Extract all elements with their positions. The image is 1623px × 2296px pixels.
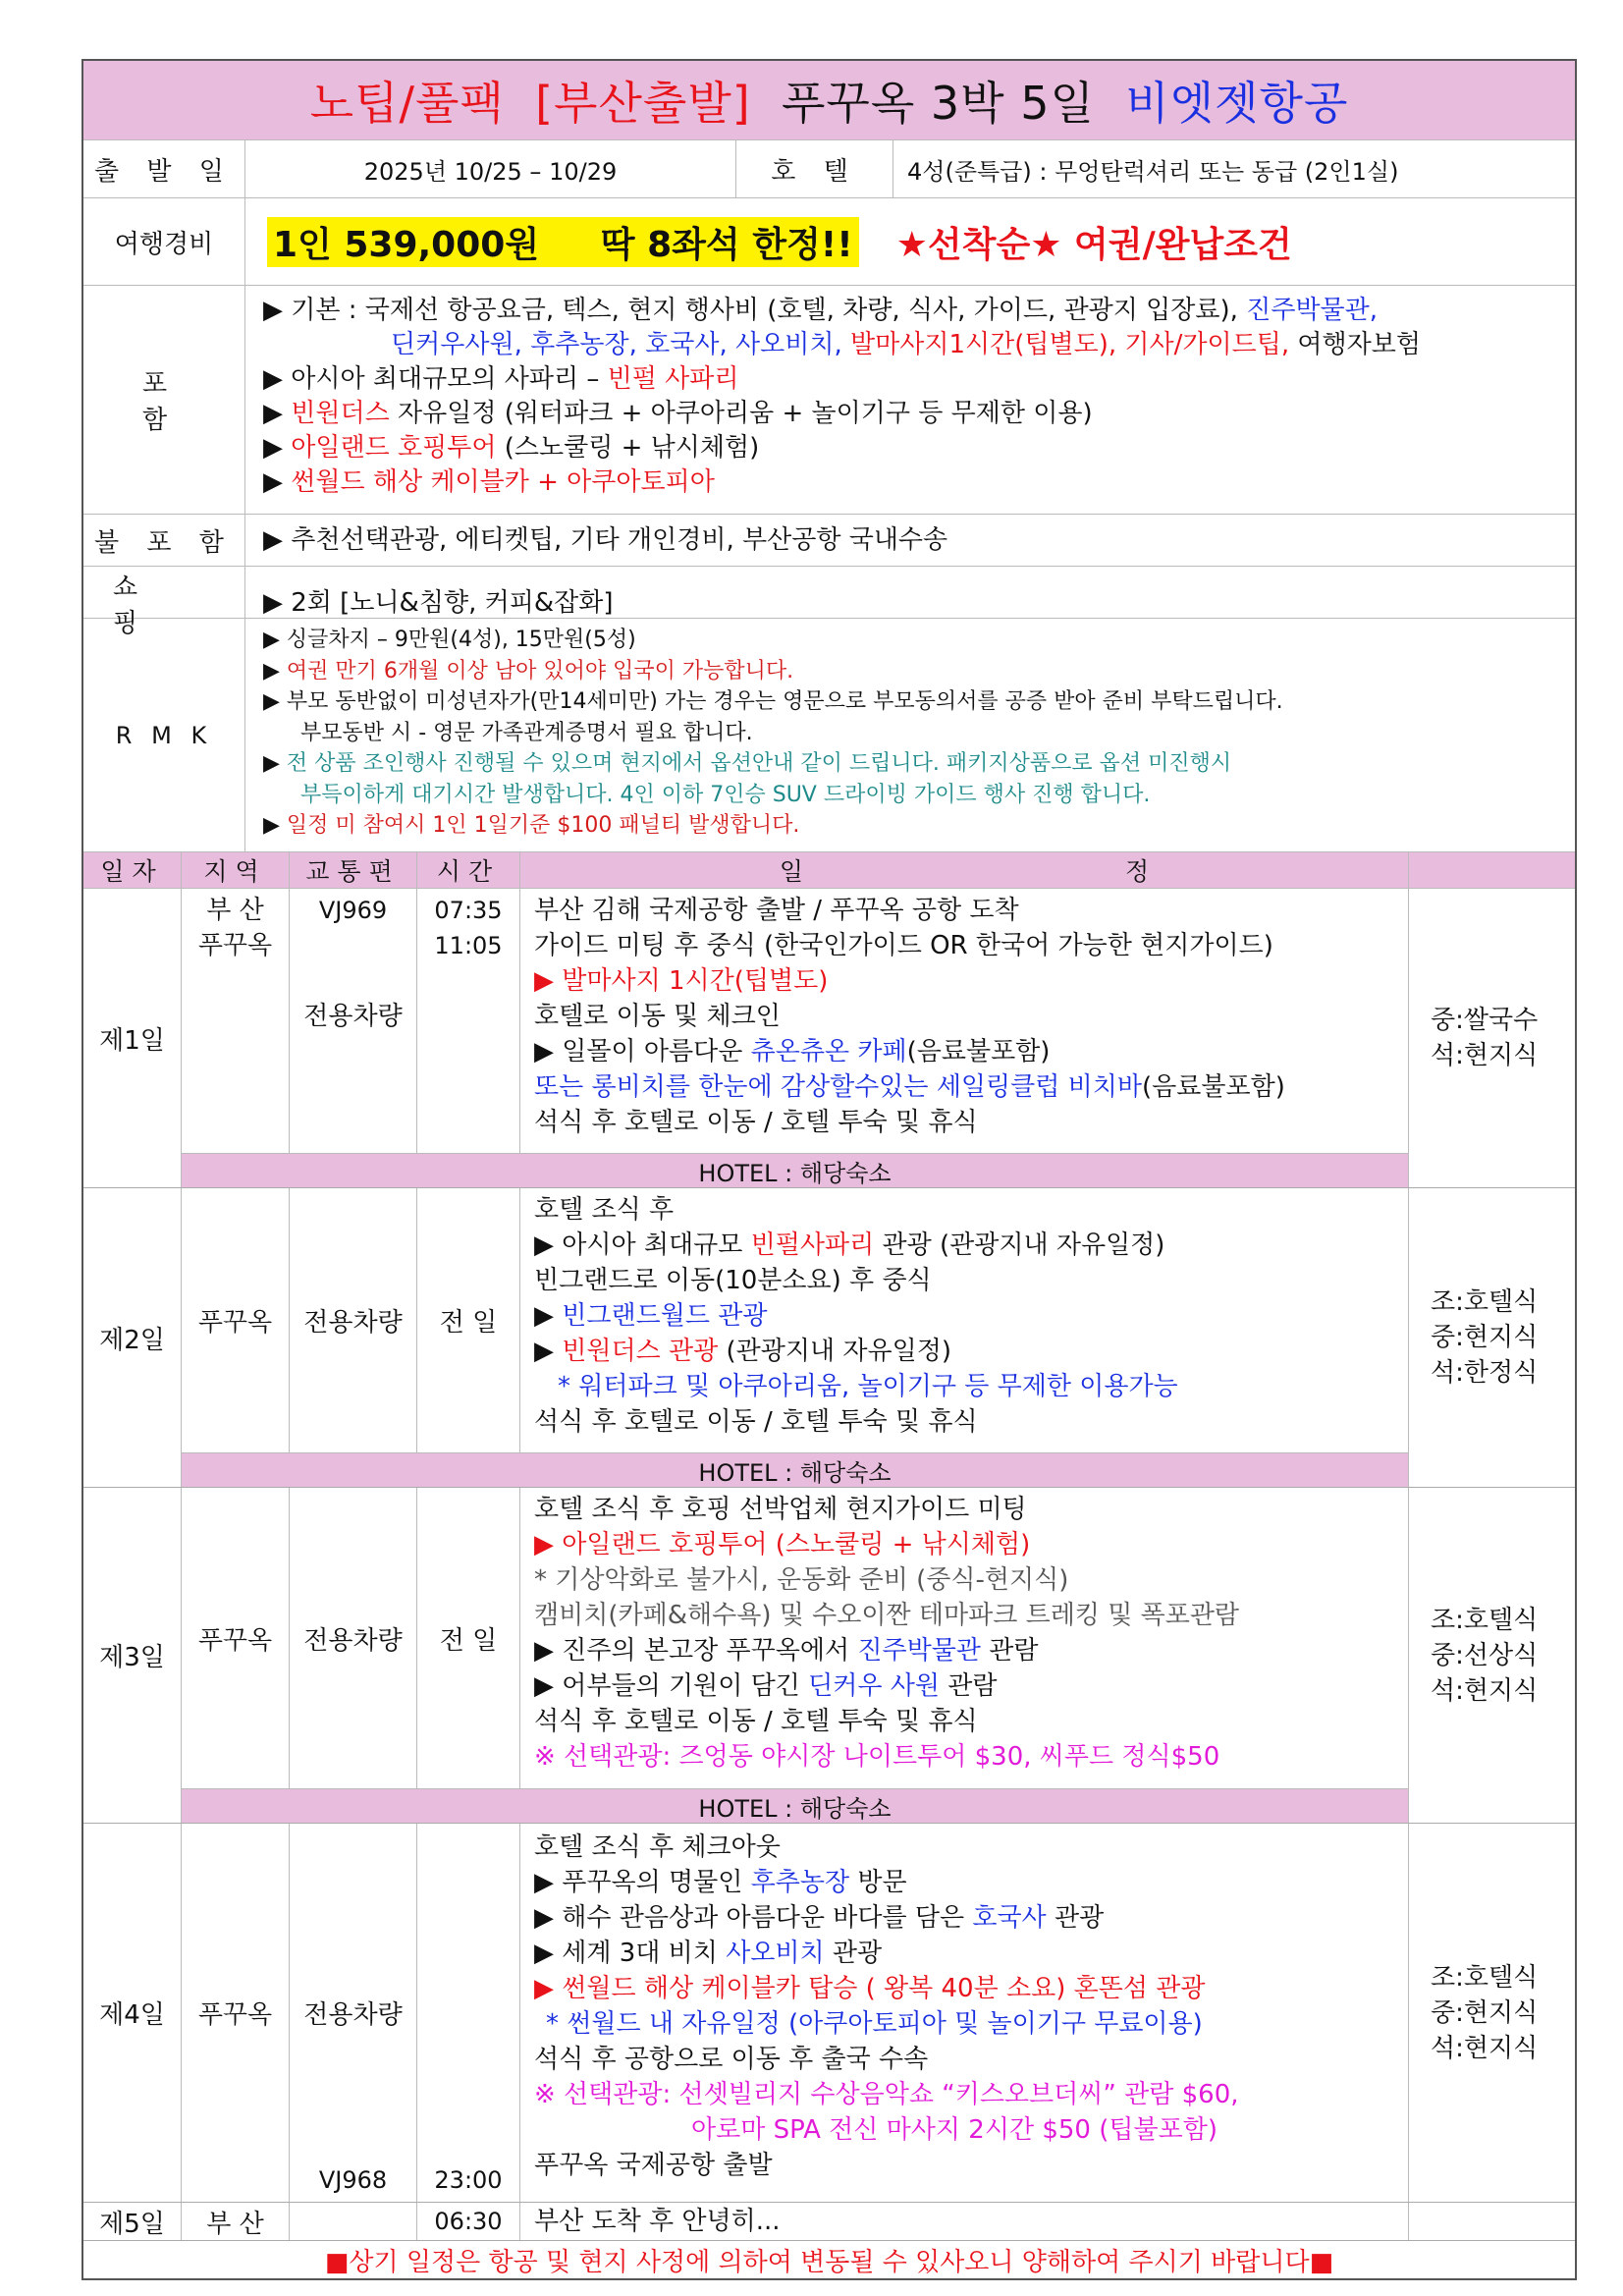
day-3 xyxy=(83,1488,1575,1824)
rmk-label: R M K xyxy=(83,619,245,851)
include-line-6: ▶ 썬월드 해상 케이블카 + 아쿠아토피아 xyxy=(263,467,715,497)
day-1-transport xyxy=(290,889,417,1153)
day-5-region: 부 산 xyxy=(182,2203,290,2240)
day-3-hotel: HOTEL : 해당숙소 xyxy=(182,1788,1409,1823)
day-4-meals: 조:호텔식 중:현지식 석:현지식 xyxy=(1431,1962,1539,2063)
col-day: 일자 xyxy=(83,852,182,888)
day-5 xyxy=(83,2203,1575,2241)
rmk-line-3: ▶ 부모 동반없이 미성년자가(만14세미만) 가는 경우는 영문으로 부모동의서를 공증 받아 준비 부탁드립니다. xyxy=(263,689,1283,714)
day-1-time: 07:35 11:05 xyxy=(417,889,520,1153)
title-trip: 푸꾸옥 3박 5일 xyxy=(781,77,1095,130)
departure-label: 출 발 일 xyxy=(83,140,245,197)
day-3-time: 전 일 xyxy=(417,1488,520,1788)
day-5-transport xyxy=(290,2203,417,2240)
day-3-label: 제3일 xyxy=(83,1488,182,1823)
title-busan: [부산출발] xyxy=(535,77,751,130)
rmk-line-6: 부득이하게 대기시간 발생합니다. 4인 이하 7인승 SUV 드라이빙 가이드 행사 진행 합니다. xyxy=(300,782,1151,807)
day-1-car: 전용차량 xyxy=(303,1002,403,1031)
day-4-flight: VJ968 xyxy=(318,2166,388,2194)
day-1-region: 부 산 푸꾸옥 xyxy=(182,889,290,1153)
include-line-4: ▶ 빈원더스 자유일정 (워터파크 + 아쿠아리움 + 놀이기구 등 무제한 이용) xyxy=(263,399,1093,428)
day-1 xyxy=(83,889,1575,1188)
day-1-meals: 중:쌀국수 석:현지식 xyxy=(1431,1006,1539,1070)
title-notip: 노팁/풀팩 xyxy=(309,77,505,130)
day-1-schedule: 부산 김해 국제공항 출발 / 푸꾸옥 공항 도착 가이드 미팅 후 중식 (한국인가이드 OR 한국어 가능한 현지가이드) ▶ 발마사지 1시간(팁별도) 호텔로 이동 및 체크인 ▶ 일몰이 아름다운 츄온츄온 카페(음료불포함) 또는 롱비치를 한눈에 감상할수있는 세일링클럽 비치바(음료불포함) 석식 후 호텔로 이동 / 호텔 투숙 및 휴식 xyxy=(520,889,1409,1153)
include-line-5: ▶ 아일랜드 호핑투어 (스노쿨링 + 낚시체험) xyxy=(263,433,760,463)
day-2-meals: 조:호텔식 중:현지식 석:한정식 xyxy=(1431,1287,1539,1388)
itinerary-header xyxy=(83,852,1575,889)
departure-date: 2025년 10/25 – 10/29 xyxy=(245,140,736,197)
itinerary-sheet xyxy=(81,59,1577,2280)
shopping-label: 쇼 핑 xyxy=(83,567,245,639)
page-title xyxy=(83,61,1575,140)
col-meal xyxy=(1409,852,1575,888)
day-3-meals: 조:호텔식 중:선상식 석:현지식 xyxy=(1431,1605,1539,1706)
day-2-hotel: HOTEL : 해당숙소 xyxy=(182,1452,1409,1487)
cost-conditions: ★선착순★ 여권/완납조건 xyxy=(895,224,1292,265)
day-5-meals xyxy=(1409,2203,1575,2240)
cost-price: 1인 539,000원 딱 8좌석 한정!! xyxy=(267,217,859,267)
day-5-time: 06:30 xyxy=(417,2203,520,2240)
day-3-region: 푸꾸옥 xyxy=(182,1488,290,1788)
cost-label: 여행경비 xyxy=(83,198,245,285)
exclude-value: ▶ 추천선택관광, 에티켓팁, 기타 개인경비, 부산공항 국내수송 xyxy=(263,524,948,555)
day-1-label: 제1일 xyxy=(83,889,182,1187)
rmk-line-2: ▶ 여권 만기 6개월 이상 남아 있어야 입국이 가능합니다. xyxy=(263,658,794,683)
rmk-line-7: ▶ 일정 미 참여시 1인 1일기준 $100 패널티 발생합니다. xyxy=(263,813,800,838)
title-airline: 비엣젯항공 xyxy=(1125,77,1349,130)
day-4-time: 23:00 xyxy=(434,2166,503,2194)
day-4-transport xyxy=(290,1824,417,2202)
day-2-region: 푸꾸옥 xyxy=(182,1188,290,1452)
hotel-value: 4성(준특급) : 무엉탄럭셔리 또는 동급 (2인1실) xyxy=(907,157,1399,186)
col-region: 지역 xyxy=(182,852,290,888)
include-label: 포 함 xyxy=(83,286,245,514)
day-1-hotel: HOTEL : 해당숙소 xyxy=(182,1153,1409,1187)
col-schedule: 일 정 xyxy=(520,852,1409,888)
day-1-flight: VJ969 xyxy=(318,897,388,924)
include-list xyxy=(245,286,1575,514)
day-2-time: 전 일 xyxy=(417,1188,520,1452)
day-4-car: 전용차량 xyxy=(303,2000,403,2030)
include-line-2: 딘커우사원, 후추농장, 호국사, 사오비치, 발마사지1시간(팁별도), 기사/가이드팁, 여행자보험 xyxy=(391,330,1421,359)
rmk-line-1: ▶ 싱글차지 – 9만원(4성), 15만원(5성) xyxy=(263,628,636,652)
shopping-value: ▶ 2회 [노니&침향, 커피&잡화] xyxy=(263,587,614,618)
rmk-line-5: ▶ 전 상품 조인행사 진행될 수 있으며 현지에서 옵션안내 같이 드립니다. 패키지상품으로 옵션 미진행시 xyxy=(263,751,1232,776)
day-2-schedule: 호텔 조식 후 ▶ 아시아 최대규모 빈펄사파리 관광 (관광지내 자유일정) 빈그랜드로 이동(10분소요) 후 중식 ▶ 빈그랜드월드 관광 ▶ 빈원더스 관광 (관광지내 자유일정) * 워터파크 및 아쿠아리움, 놀이기구 등 무제한 이용가능 석식 후 호텔로 이동 / 호텔 투숙 및 휴식 xyxy=(520,1188,1409,1452)
day-2-car: 전용차량 xyxy=(290,1188,417,1452)
day-4 xyxy=(83,1824,1575,2203)
day-4-region: 푸꾸옥 xyxy=(182,1824,290,2202)
day-3-car: 전용차량 xyxy=(290,1488,417,1788)
hotel-label: 호 텔 xyxy=(736,140,893,197)
include-line-1: ▶ 기본 : 국제선 항공요금, 텍스, 현지 행사비 (호텔, 차량, 식사, 가이드, 관광지 입장료), 진주박물관, xyxy=(263,296,1379,325)
footer-notice: ■상기 일정은 항공 및 현지 사정에 의하여 변동될 수 있사오니 양해하여 주시기 바랍니다■ xyxy=(324,2247,1334,2277)
day-3-schedule: 호텔 조식 후 호핑 선박업체 현지가이드 미팅 ▶ 아일랜드 호핑투어 (스노쿨링 + 낚시체험) * 기상악화로 불가시, 운동화 준비 (중식-현지식) 캠비치(카페&해수욕) 및 수오이짠 테마파크 트레킹 및 폭포관람 ▶ 진주의 본고장 푸꾸옥에서 진주박물관 관람 ▶ 어부들의 기원이 담긴 딘커우 사원 관람 석식 후 호텔로 이동 / 호텔 투숙 및 휴식 ※ 선택관광: 즈엉동 야시장 나이트투어 $30, 씨푸드 정식$50 xyxy=(520,1488,1409,1788)
exclude-label: 불 포 함 xyxy=(83,515,245,566)
day-2 xyxy=(83,1188,1575,1488)
day-4-label: 제4일 xyxy=(83,1824,182,2202)
day-2-label: 제2일 xyxy=(83,1188,182,1487)
day-5-schedule: 부산 도착 후 안녕히... xyxy=(520,2203,1409,2240)
day-4-time-cell xyxy=(417,1824,520,2202)
include-line-3: ▶ 아시아 최대규모의 사파리 – 빈펄 사파리 xyxy=(263,364,739,394)
col-time: 시간 xyxy=(417,852,520,888)
day-4-schedule: 호텔 조식 후 체크아웃 ▶ 푸꾸옥의 명물인 후추농장 방문 ▶ 해수 관음상과 아름다운 바다를 담은 호국사 관광 ▶ 세계 3대 비치 사오비치 관광 ▶ 썬월드 해상 케이블카 탑승 ( 왕복 40분 소요) 혼똔섬 관광 * 썬월드 내 자유일정 (아쿠아토피아 및 놀이기구 무료이용) 석식 후 공항으로 이동 후 출국 수속 ※ 선택관광: 선셋빌리지 수상음악쇼 “키스오브더씨” 관람 $60, 아로마 SPA 전신 마사지 2시간 $50 (팁불포함) 푸꾸옥 국제공항 출발 xyxy=(520,1824,1409,2202)
rmk-line-4: 부모동반 시 - 영문 가족관계증명서 필요 합니다. xyxy=(300,720,753,745)
col-transport: 교통편 xyxy=(290,852,417,888)
day-5-label: 제5일 xyxy=(83,2203,182,2240)
rmk-list xyxy=(245,619,1575,851)
